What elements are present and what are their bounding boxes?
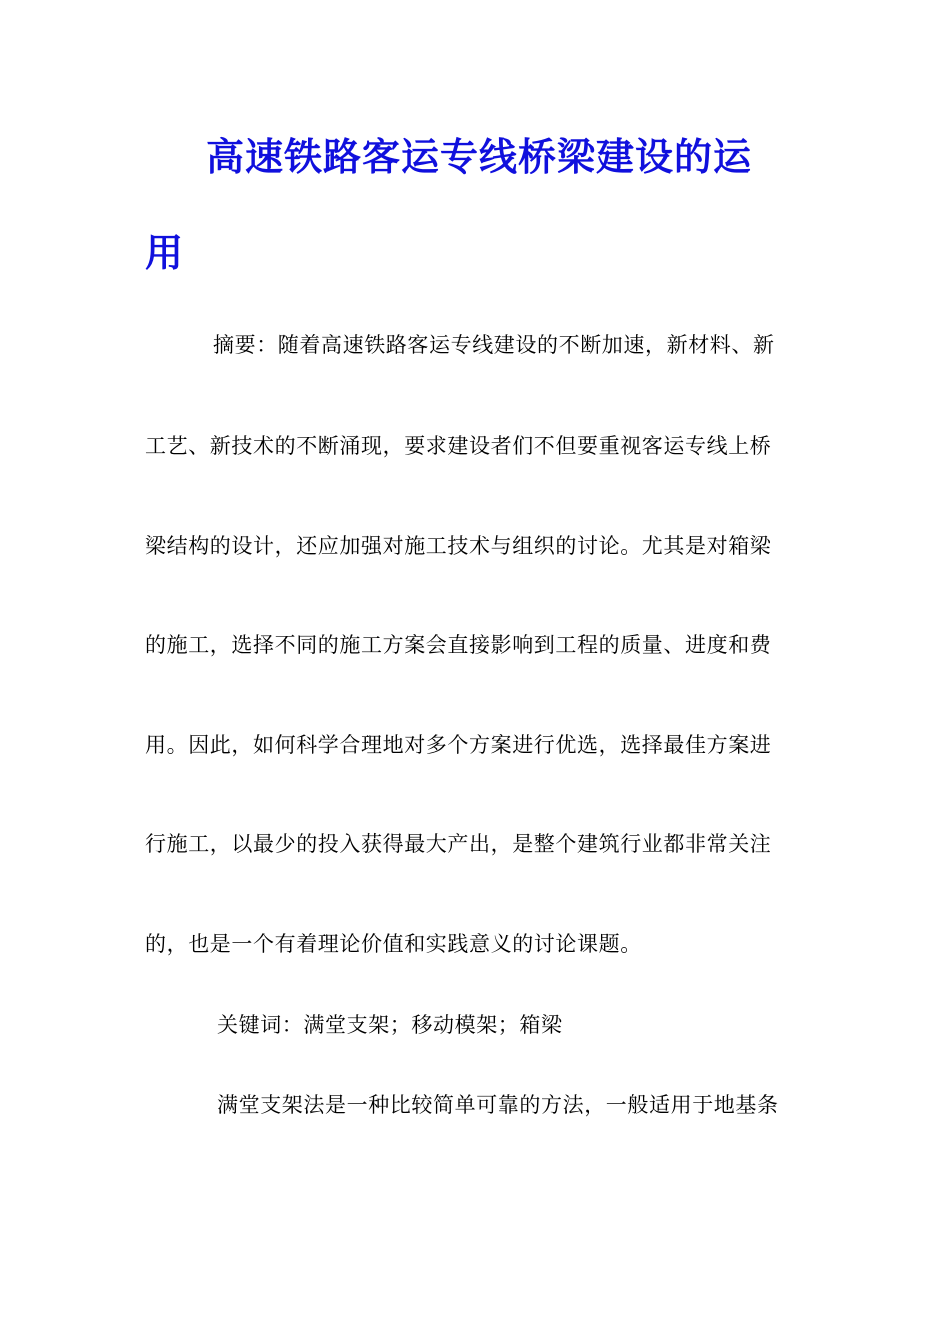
abstract-line: 用。因此，如何科学合理地对多个方案进行优选，选择最佳方案进 bbox=[145, 733, 772, 757]
abstract-line: 的施工，选择不同的施工方案会直接影响到工程的质量、进度和费 bbox=[145, 633, 772, 657]
abstract-line: 工艺、新技术的不断涌现，要求建设者们不但要重视客运专线上桥 bbox=[145, 434, 772, 458]
abstract-line: 行施工，以最少的投入获得最大产出，是整个建筑行业都非常关注 bbox=[145, 832, 772, 856]
abstract-line: 梁结构的设计，还应加强对施工技术与组织的讨论。尤其是对箱梁 bbox=[145, 534, 772, 558]
abstract-line: 摘要：随着高速铁路客运专线建设的不断加速，新材料、新 bbox=[213, 333, 775, 357]
keywords-line: 关键词：满堂支架；移动模架；箱梁 bbox=[217, 1013, 563, 1037]
document-title-line-1: 高速铁路客运专线桥梁建设的运 bbox=[206, 134, 753, 179]
document-title-line-2: 用 bbox=[145, 230, 185, 275]
abstract-line: 的，也是一个有着理论价值和实践意义的讨论课题。 bbox=[145, 932, 642, 956]
body-paragraph-line: 满堂支架法是一种比较简单可靠的方法，一般适用于地基条 bbox=[217, 1093, 779, 1117]
